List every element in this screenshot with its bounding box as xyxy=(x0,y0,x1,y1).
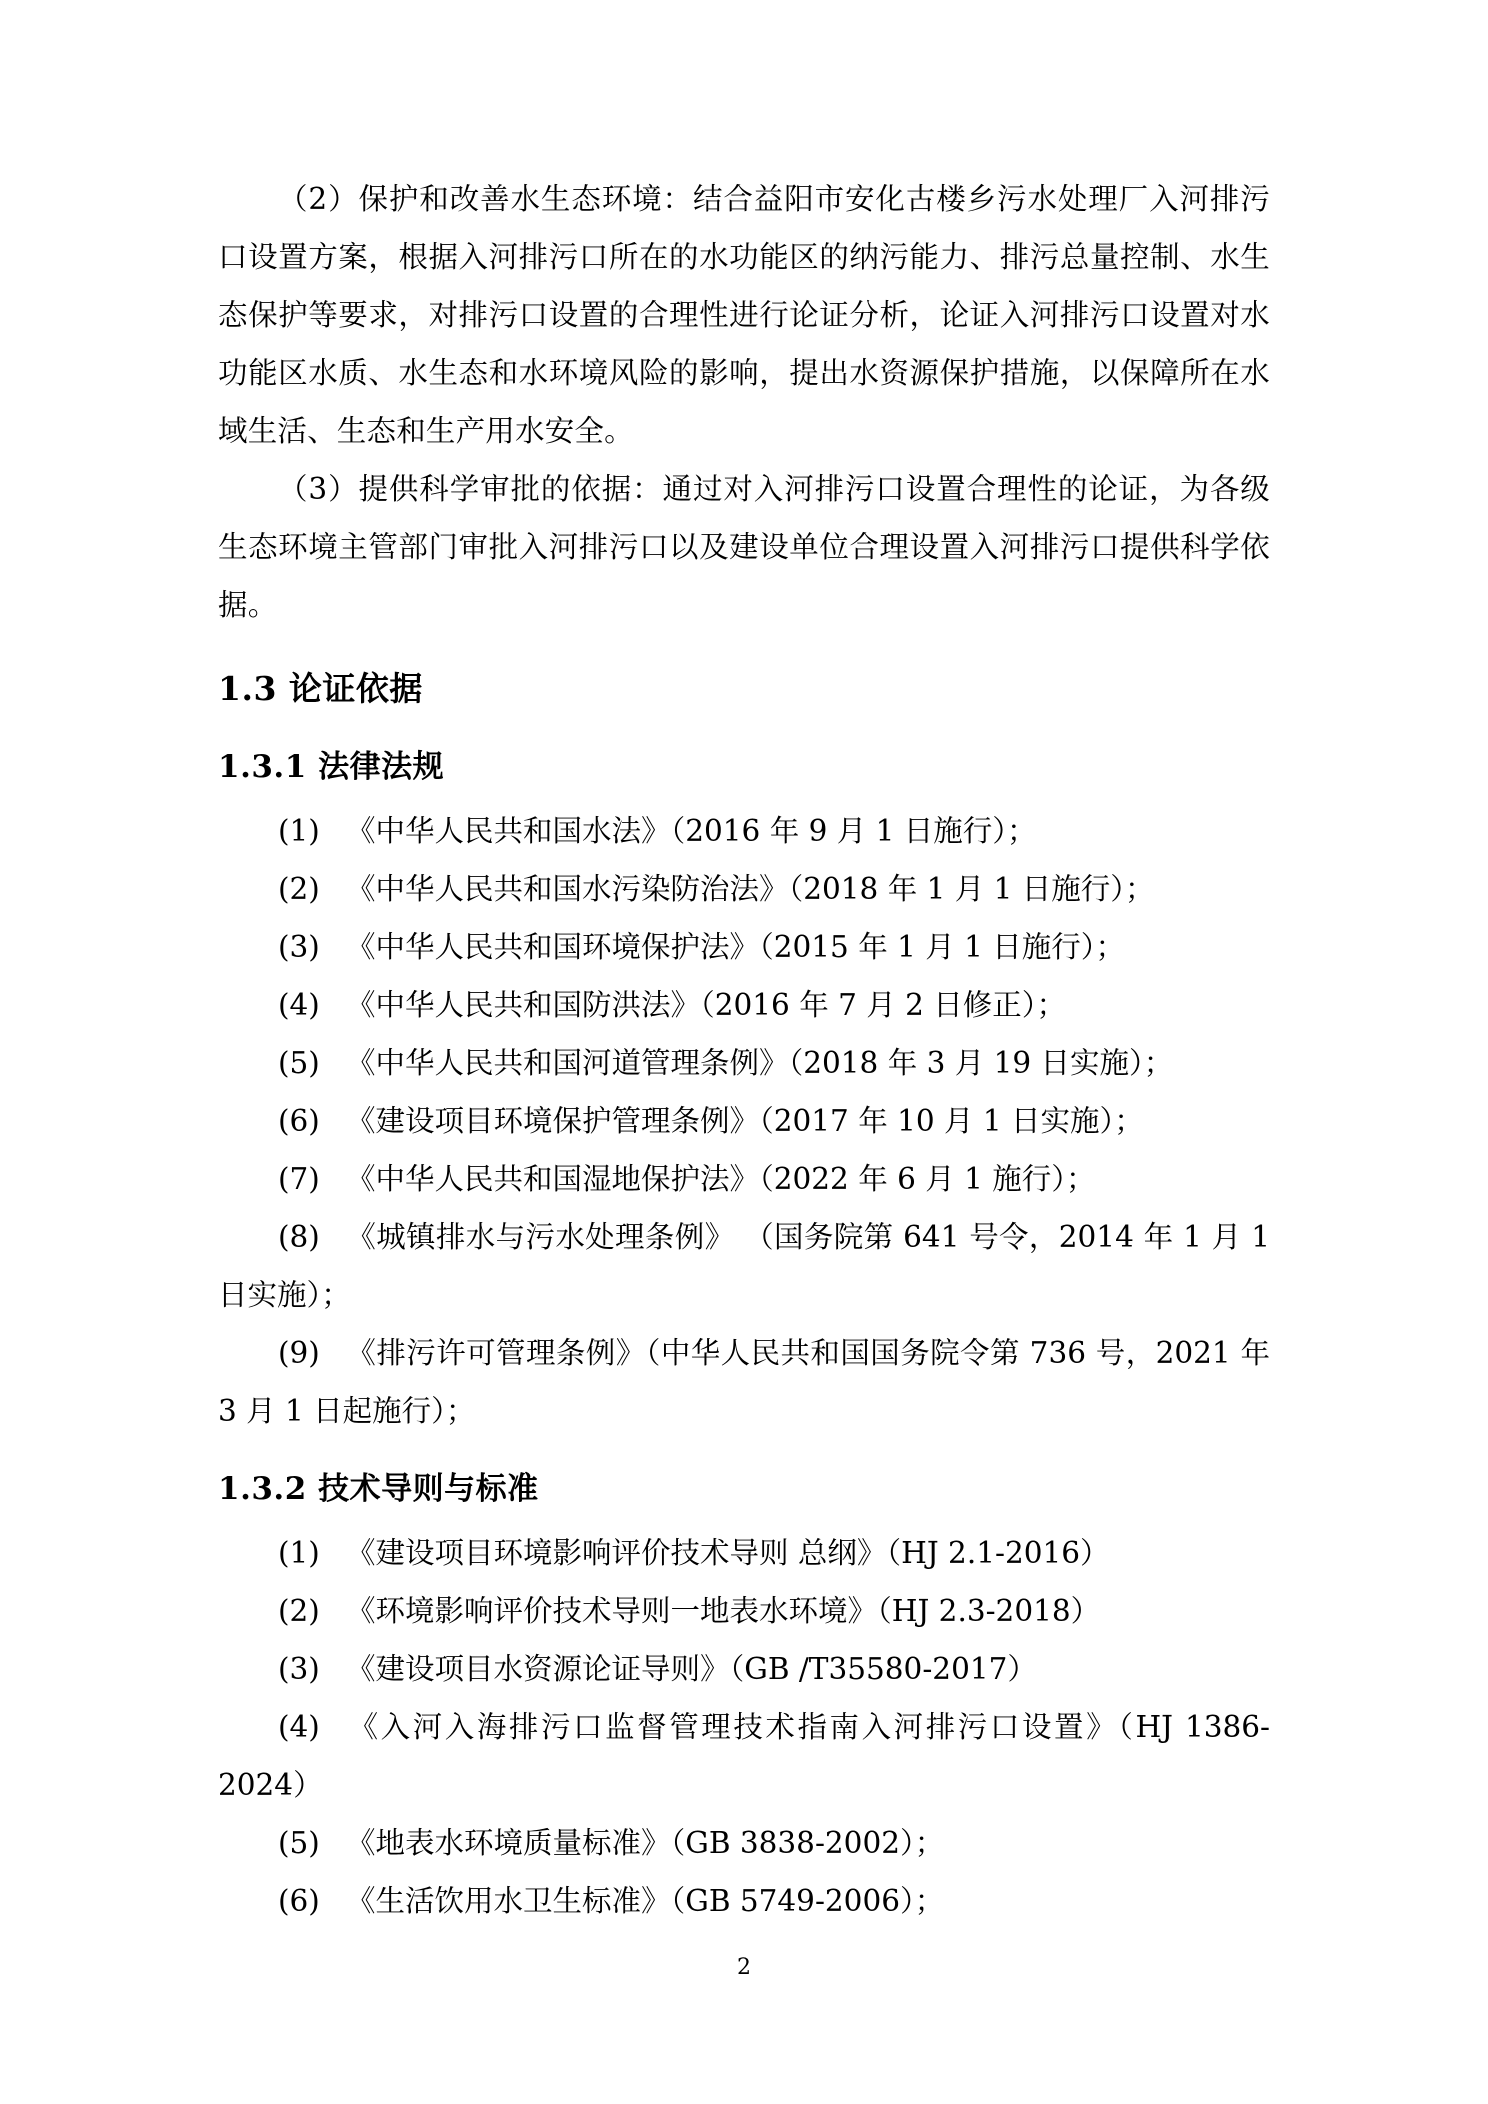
list-item-number: (3) xyxy=(278,1652,320,1686)
list-item-number: (4) xyxy=(278,988,320,1022)
paragraph-scientific-approval-basis: （3）提供科学审批的依据：通过对入河排污口设置合理性的论证，为各级生态环境主管部门审批入河排污口以及建设单位合理设置入河排污口提供科学依据。 xyxy=(218,472,1270,622)
list-item xyxy=(218,1698,1270,1814)
list-item xyxy=(218,1208,1270,1324)
list-item xyxy=(218,1324,1270,1440)
list-item-text: 《环境影响评价技术导则一地表水环境》（HJ 2.3-2018） xyxy=(346,1594,1101,1628)
list-item-text: 《建设项目环境保护管理条例》（2017 年 10 月 1 日实施）； xyxy=(346,1104,1144,1138)
paragraph-protect-water-ecology: （2）保护和改善水生态环境：结合益阳市安化古楼乡污水处理厂入河排污口设置方案，根据入河排污口所在的水功能区的纳污能力、排污总量控制、水生态保护等要求，对排污口设置的合理性进行论证分析，论证入河排污口设置对水功能区水质、水生态和水环境风险的影响，提出水资源保护措施，以保障所在水域生活、生态和生产用水安全。 xyxy=(218,182,1270,448)
list-item xyxy=(218,918,1270,976)
list-item-text: 《建设项目环境影响评价技术导则 总纲》（HJ 2.1-2016） xyxy=(346,1536,1110,1570)
list-item xyxy=(218,1640,1270,1698)
list-item xyxy=(218,802,1270,860)
section-heading-1-3-2: 1.3.2 技术导则与标准 xyxy=(218,1471,539,1507)
list-item xyxy=(218,1092,1270,1150)
list-item-text: 《城镇排水与污水处理条例》 （国务院第 641 号令，2014 年 1 月 1 日实施）； xyxy=(218,1220,1270,1312)
list-item xyxy=(218,976,1270,1034)
list-item xyxy=(218,1872,1270,1930)
list-item-number: (3) xyxy=(278,930,320,964)
list-item xyxy=(218,1150,1270,1208)
list-item-text: 《生活饮用水卫生标准》（GB 5749-2006）； xyxy=(346,1884,945,1918)
list-item-text: 《入河入海排污口监督管理技术指南入河排污口设置》（HJ 1386-2024） xyxy=(218,1710,1270,1802)
list-item-number: (5) xyxy=(278,1046,320,1080)
list-item-number: (6) xyxy=(278,1884,320,1918)
list-item-number: (8) xyxy=(278,1220,320,1254)
list-item-number: (1) xyxy=(278,814,320,848)
list-item-text: 《排污许可管理条例》（中华人民共和国国务院令第 736 号，2021 年 3 月 1 日起施行）； xyxy=(218,1336,1270,1428)
list-item-number: (6) xyxy=(278,1104,320,1138)
list-item xyxy=(218,1034,1270,1092)
list-item-number: (7) xyxy=(278,1162,320,1196)
list-item-text: 《中华人民共和国河道管理条例》（2018 年 3 月 19 日实施）； xyxy=(346,1046,1174,1080)
page-content xyxy=(218,170,1270,1930)
list-item-number: (2) xyxy=(278,1594,320,1628)
list-item-number: (2) xyxy=(278,872,320,906)
section-heading-1-3: 1.3 论证依据 xyxy=(218,669,423,708)
technical-standard-list xyxy=(218,1524,1270,1930)
list-item-text: 《地表水环境质量标准》（GB 3838-2002）； xyxy=(346,1826,945,1860)
list-item-text: 《中华人民共和国湿地保护法》（2022 年 6 月 1 施行）； xyxy=(346,1162,1096,1196)
list-item-number: (9) xyxy=(278,1336,320,1370)
list-item-text: 《中华人民共和国水污染防治法》（2018 年 1 月 1 日施行）； xyxy=(346,872,1155,906)
list-item xyxy=(218,860,1270,918)
page-number: 2 xyxy=(737,1955,751,1980)
list-item xyxy=(218,1814,1270,1872)
list-item-number: (5) xyxy=(278,1826,320,1860)
list-item-text: 《中华人民共和国水法》（2016 年 9 月 1 日施行）； xyxy=(346,814,1037,848)
list-item xyxy=(218,1524,1270,1582)
list-item-number: (4) xyxy=(278,1710,320,1744)
list-item xyxy=(218,1582,1270,1640)
list-item-number: (1) xyxy=(278,1536,320,1570)
list-item-text: 《中华人民共和国防洪法》（2016 年 7 月 2 日修正）； xyxy=(346,988,1066,1022)
list-item-text: 《中华人民共和国环境保护法》（2015 年 1 月 1 日施行）； xyxy=(346,930,1125,964)
section-heading-1-3-1: 1.3.1 法律法规 xyxy=(218,749,445,785)
list-item-text: 《建设项目水资源论证导则》（GB /T35580-2017） xyxy=(346,1652,1037,1686)
law-regulation-list xyxy=(218,802,1270,1440)
